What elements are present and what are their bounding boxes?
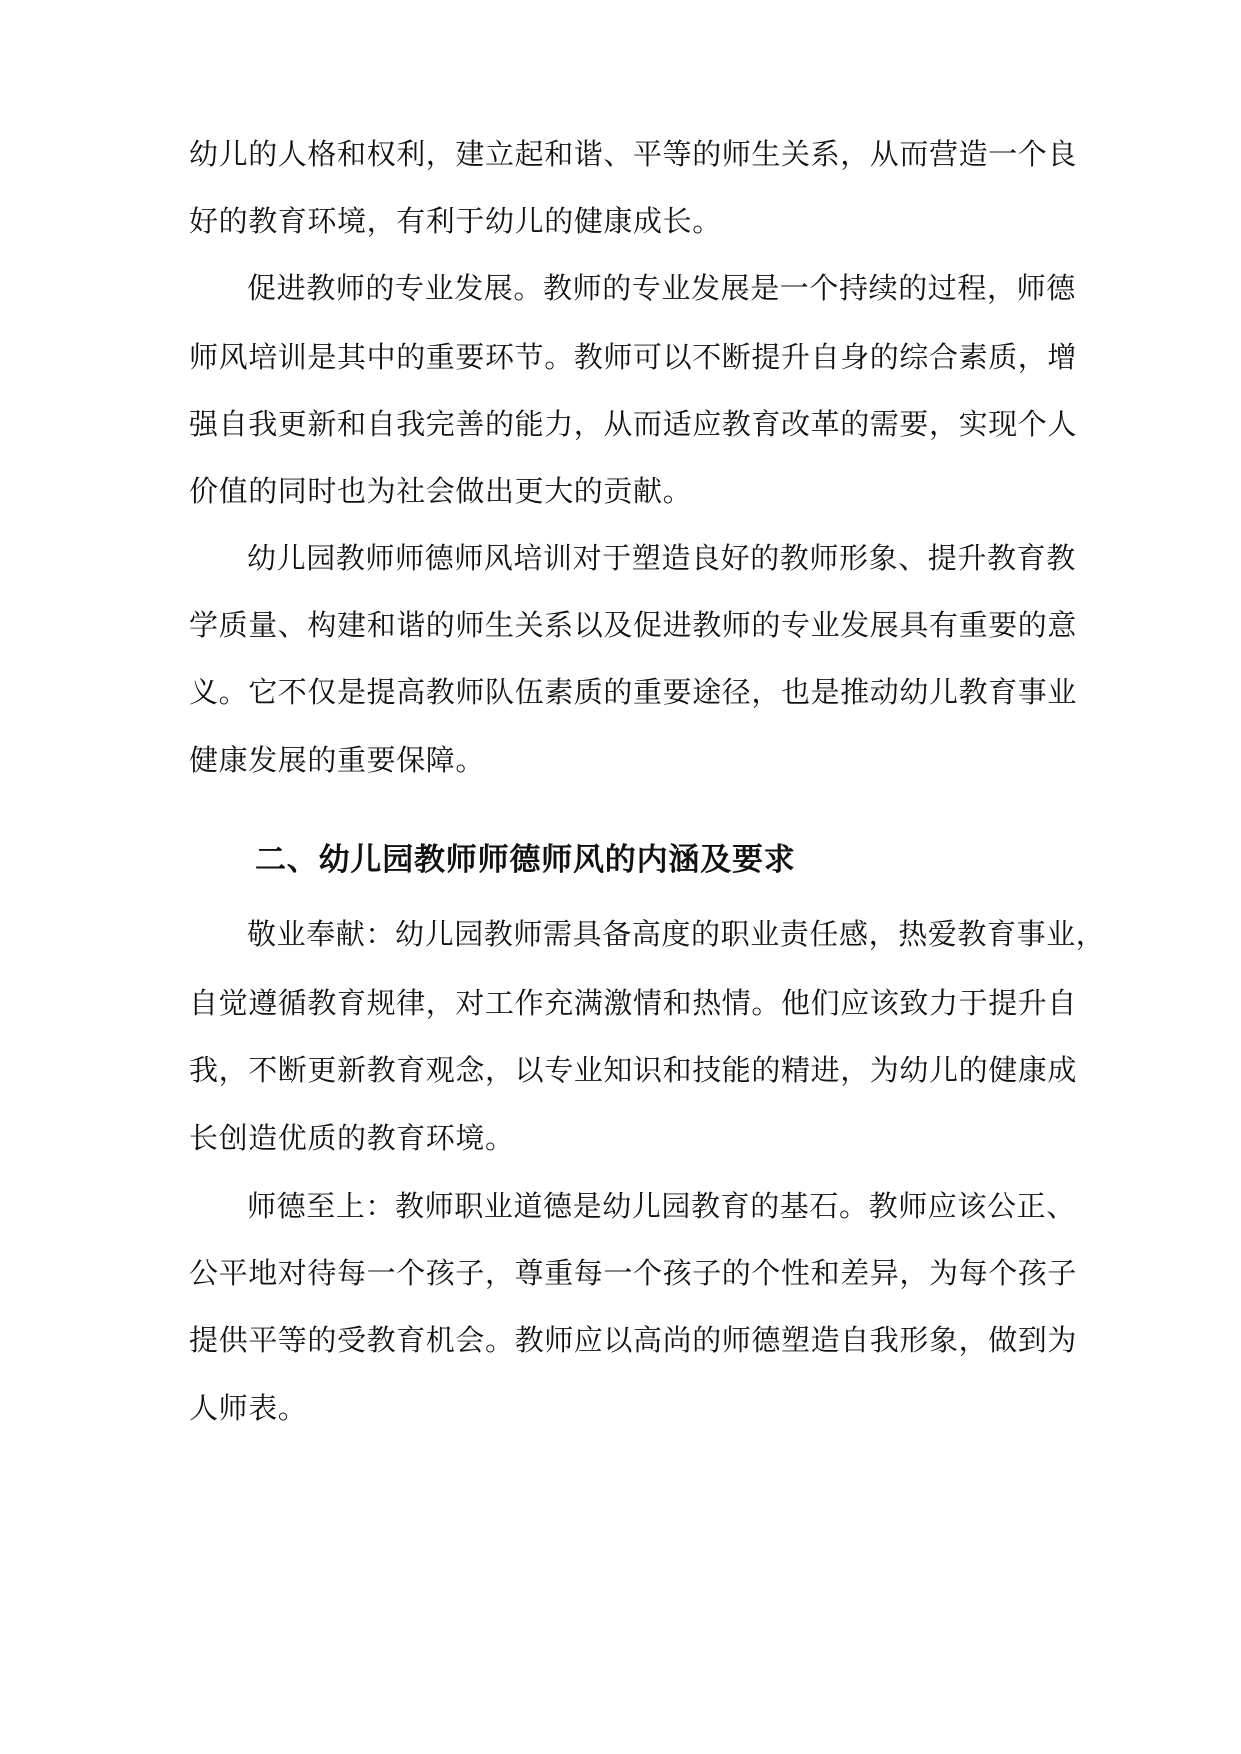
para3-line-1: 幼儿园教师师德师风培训对于塑造良好的教师形象、提升教育教 bbox=[247, 541, 1076, 575]
para3-line-3: 义。它不仅是提高教师队伍素质的重要途径，也是推动幼儿教育事业 bbox=[189, 675, 1078, 709]
para5-line-2: 公平地对待每一个孩子，尊重每一个孩子的个性和差异，为每个孩子 bbox=[189, 1256, 1078, 1290]
para4-line-2: 自觉遵循教育规律，对工作充满激情和热情。他们应该致力于提升自 bbox=[189, 986, 1078, 1020]
para4-line-3: 我，不断更新教育观念，以专业知识和技能的精进，为幼儿的健康成 bbox=[189, 1053, 1078, 1087]
para5-line-3: 提供平等的受教育机会。教师应以高尚的师德塑造自我形象，做到为 bbox=[189, 1323, 1078, 1357]
para4-line-1: 敬业奉献：幼儿园教师需具备高度的职业责任感，热爱教育事业， bbox=[247, 917, 1106, 951]
para2-line-2: 师风培训是其中的重要环节。教师可以不断提升自身的综合素质，增 bbox=[189, 340, 1078, 374]
para4-line-4: 长创造优质的教育环境。 bbox=[189, 1121, 515, 1155]
para1-line-1: 幼儿的人格和权利，建立起和谐、平等的师生关系，从而营造一个良 bbox=[189, 137, 1078, 171]
para3-line-4: 健康发展的重要保障。 bbox=[189, 743, 486, 777]
para2-line-1: 促进教师的专业发展。教师的专业发展是一个持续的过程，师德 bbox=[247, 271, 1076, 305]
para5-line-1: 师德至上：教师职业道德是幼儿园教育的基石。教师应该公正、 bbox=[247, 1189, 1076, 1223]
section-heading: 二、幼儿园教师师德师风的内涵及要求 bbox=[255, 842, 796, 878]
para2-line-3: 强自我更新和自我完善的能力，从而适应教育改革的需要，实现个人 bbox=[189, 407, 1078, 441]
para1-line-2: 好的教育环境，有利于幼儿的健康成长。 bbox=[189, 204, 722, 238]
para2-line-4: 价值的同时也为社会做出更大的贡献。 bbox=[189, 474, 693, 508]
para5-line-4: 人师表。 bbox=[189, 1391, 308, 1425]
para3-line-2: 学质量、构建和谐的师生关系以及促进教师的专业发展具有重要的意 bbox=[189, 608, 1078, 642]
